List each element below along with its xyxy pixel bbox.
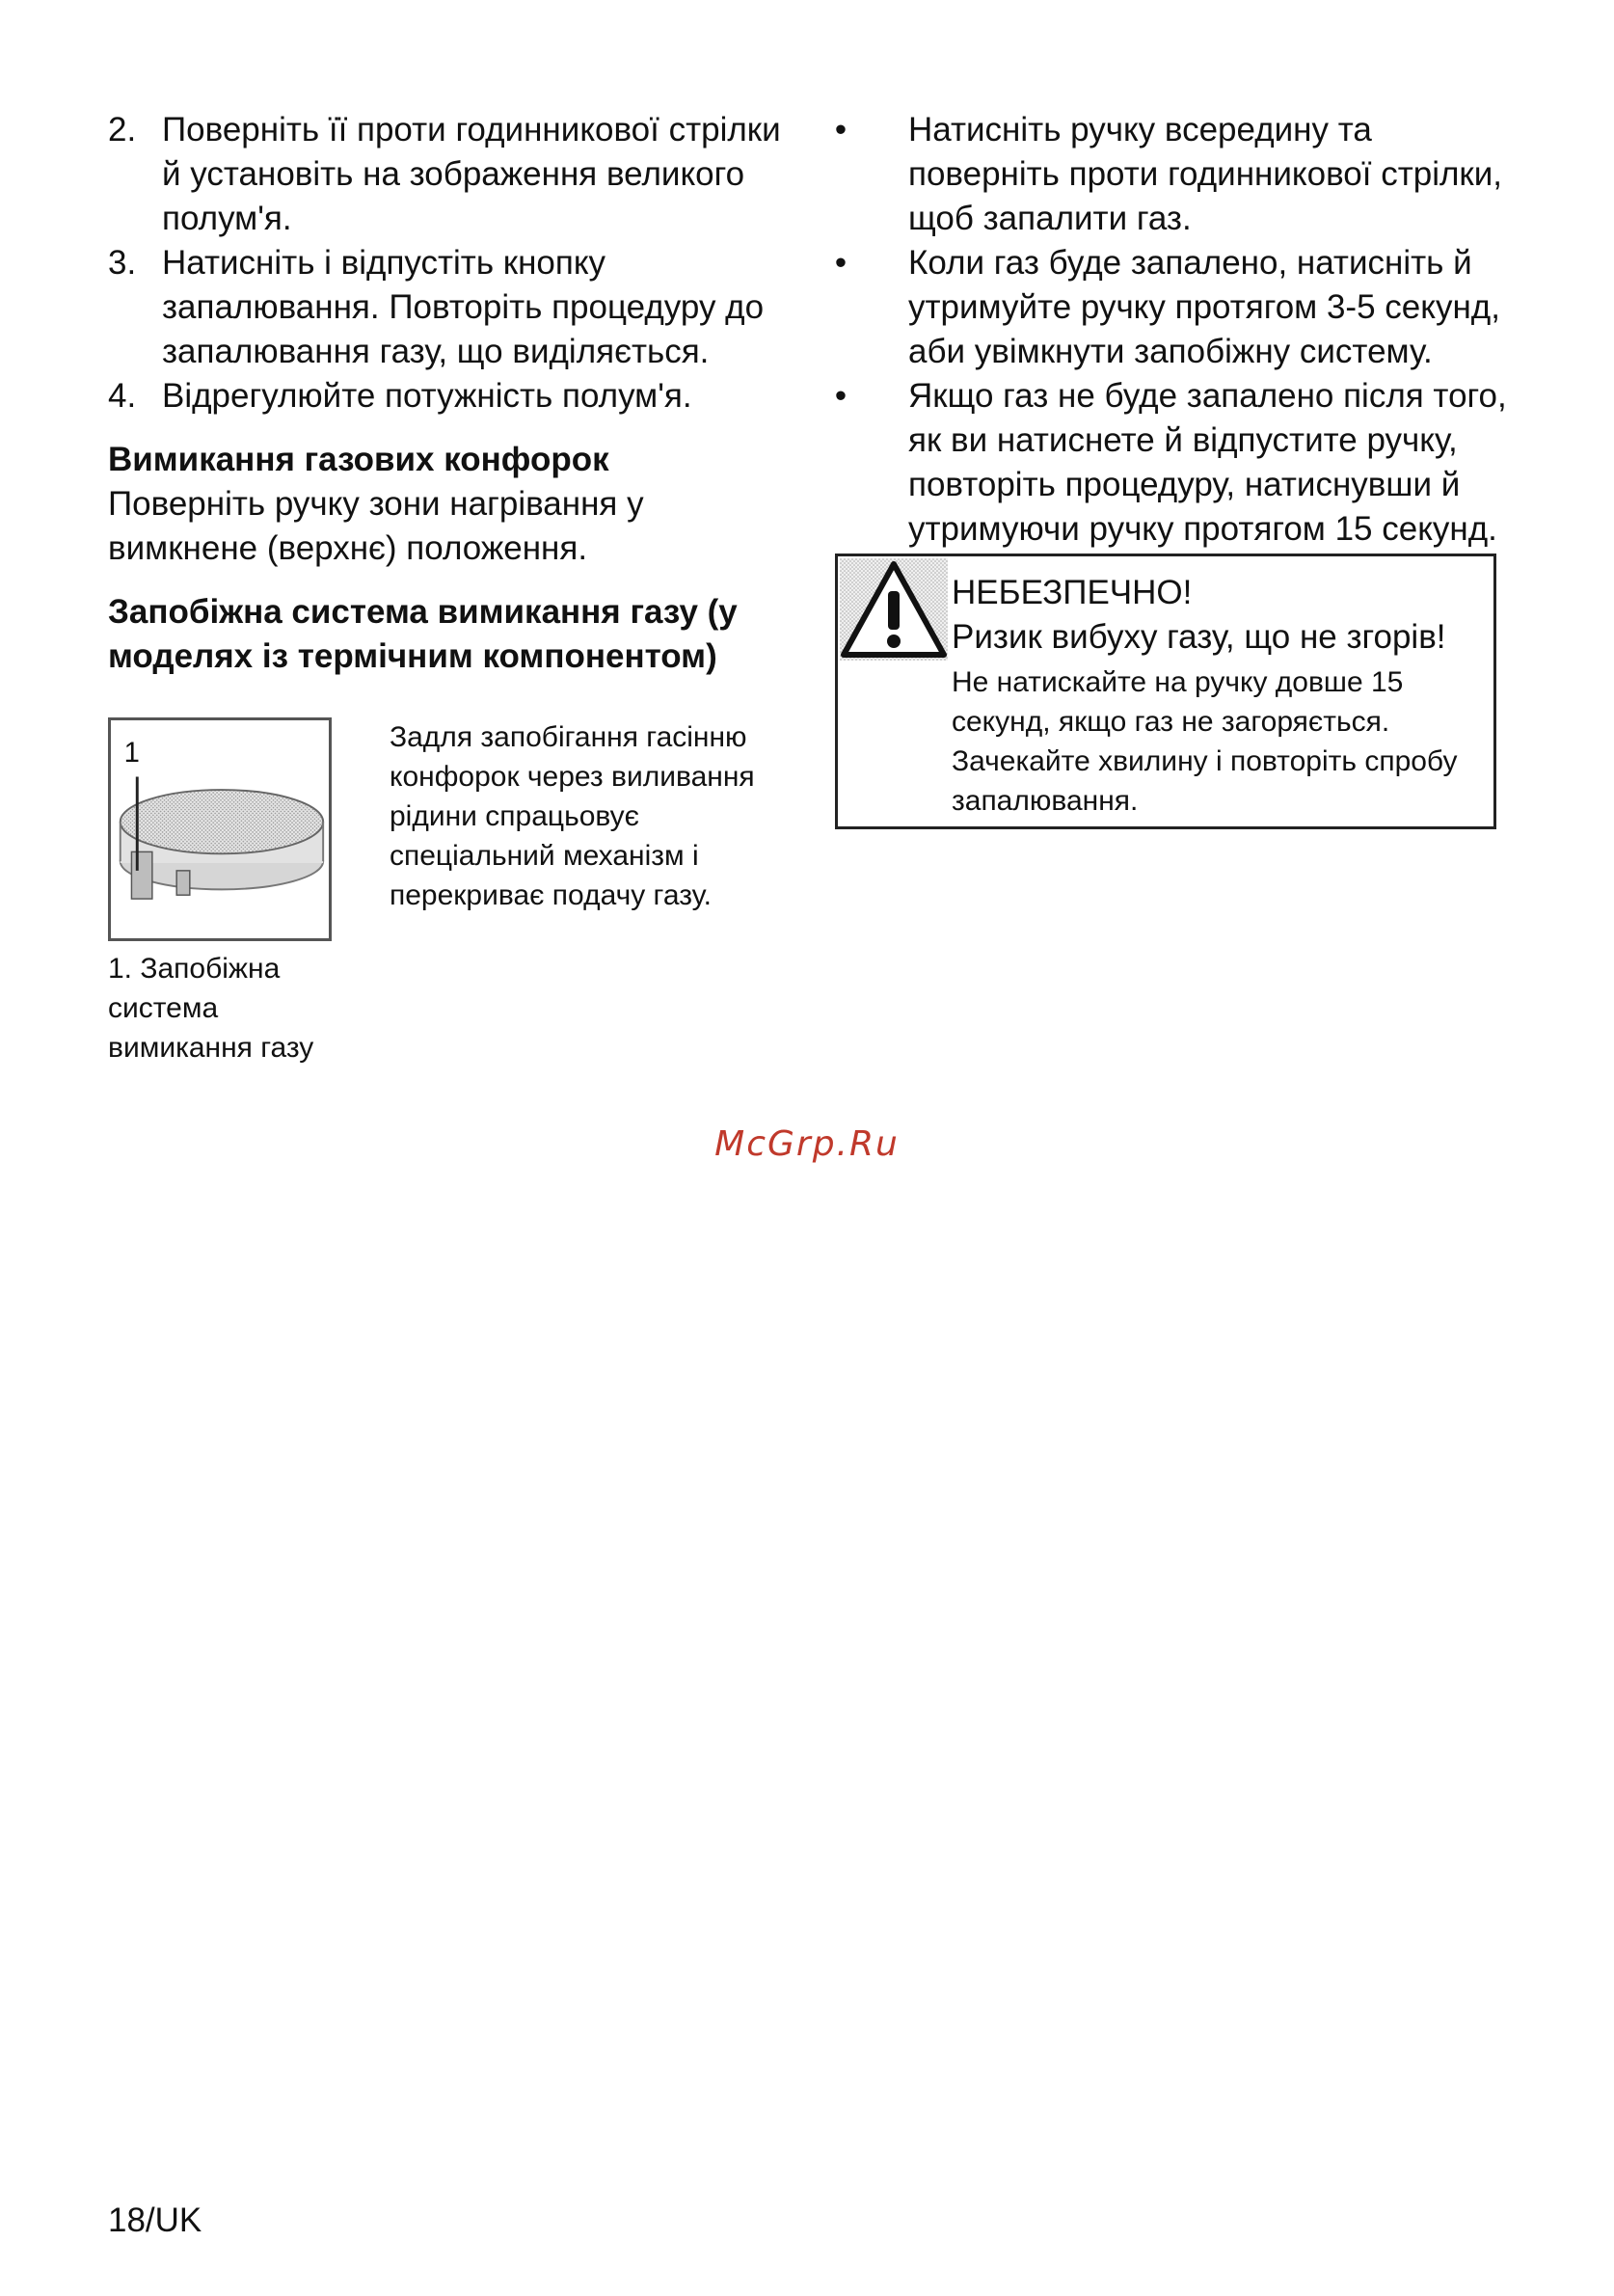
- off-section-body: Поверніть ручку зони нагрівання у вимкнене (верхнє) положення.: [108, 485, 644, 567]
- danger-title: НЕБЕЗПЕЧНО!: [952, 574, 1193, 611]
- safety-description: Задля запобігання гасінню конфорок через виливання рідини спрацьовує спеціальний механізм і перекриває подачу газу.: [390, 721, 755, 911]
- list-item: [831, 374, 1525, 552]
- step-text: Натисніть і відпустіть кнопку запалювання. Повторіть процедуру до запалювання газу, що виділяється.: [162, 244, 765, 370]
- burner-thermocouple-figure: [108, 717, 332, 941]
- bullet-marker: •: [834, 244, 847, 282]
- left-column: [108, 108, 783, 1084]
- figure-caption: 1. Запобіжна система вимикання газу: [108, 953, 314, 1064]
- step-number: 3.: [108, 244, 137, 282]
- bullet-text: Якщо газ не буде запалено після того, як ви натиснете й відпустите ручку, повторіть процедуру, натиснувши й утримуючи ручку протягом 15 секунд.: [908, 377, 1507, 548]
- danger-subtitle: Ризик вибуху газу, що не згорів!: [952, 618, 1446, 656]
- safety-figure-row: [108, 717, 783, 1084]
- burner-illustration: [111, 720, 329, 938]
- step-number: 2.: [108, 111, 137, 149]
- list-item: [831, 108, 1525, 241]
- off-section-heading: Вимикання газових конфорок: [108, 441, 609, 478]
- danger-text: Не натискайте на ручку довше 15 секунд, якщо газ не загоряється. Зачекайте хвилину і повторіть спробу запалювання.: [952, 666, 1458, 817]
- steps-list: [108, 108, 783, 419]
- bullet-marker: •: [834, 111, 847, 149]
- bullet-text: Коли газ буде запалено, натисніть й утримуйте ручку протягом 3-5 секунд, аби увімкнути запобіжну систему.: [908, 244, 1500, 370]
- right-column: [831, 108, 1525, 552]
- figure-callout-label: 1: [123, 737, 140, 769]
- bullet-text: Натисніть ручку всередину та поверніть проти годинникової стрілки, щоб запалити газ.: [908, 111, 1503, 237]
- safety-section-heading: Запобіжна система вимикання газу (у моделях із термічним компонентом): [108, 593, 738, 675]
- list-item: [108, 374, 783, 419]
- warning-triangle-icon: [840, 558, 948, 661]
- step-number: 4.: [108, 377, 137, 415]
- danger-warning-box: [835, 554, 1496, 829]
- step-text: Відрегулюйте потужність полум'я.: [162, 377, 692, 415]
- bullet-list: [831, 108, 1525, 552]
- list-item: [108, 108, 783, 241]
- bullet-marker: •: [834, 377, 847, 415]
- page-number: 18/UK: [108, 2201, 202, 2239]
- list-item: [831, 241, 1525, 374]
- step-text: Поверніть її проти годинникової стрілки й установіть на зображення великого полум'я.: [162, 111, 781, 237]
- list-item: [108, 241, 783, 374]
- watermark: McGrp.Ru: [714, 1124, 900, 1164]
